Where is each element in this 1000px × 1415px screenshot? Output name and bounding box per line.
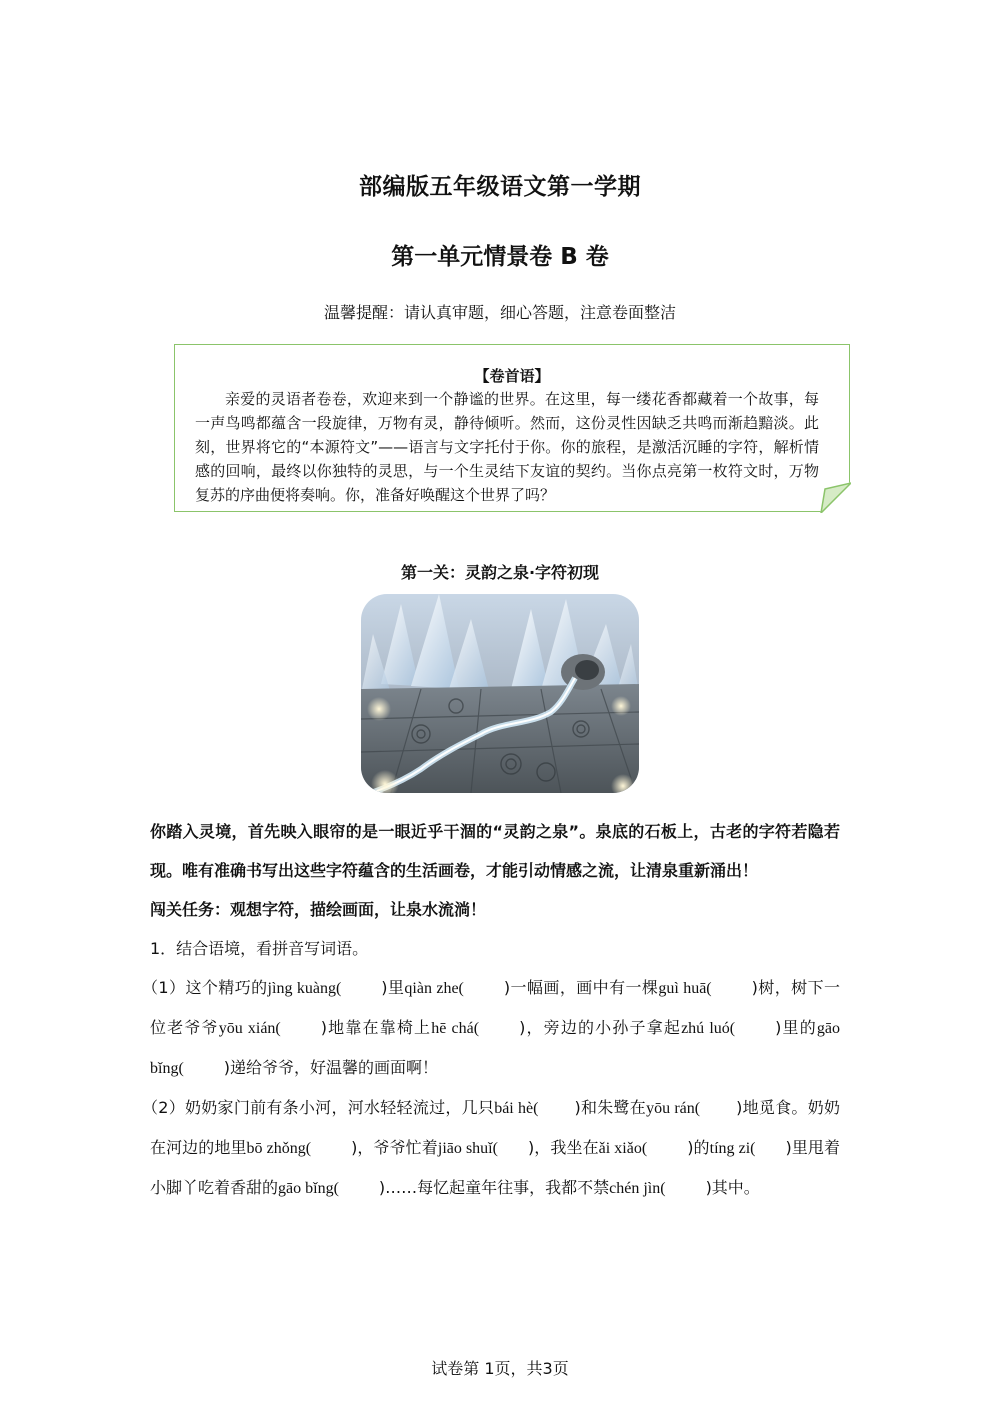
pinyin-prompt: guì huā( bbox=[658, 980, 712, 997]
pinyin-prompt: bái hè( bbox=[494, 1100, 539, 1117]
text-segment: )的 bbox=[687, 1138, 710, 1157]
pinyin-prompt: hē chá( bbox=[431, 1020, 480, 1037]
preface-title: 【卷首语】 bbox=[474, 367, 550, 385]
text-segment: )里甩着小脚丫吃着香甜的 bbox=[150, 1138, 840, 1197]
text-segment: )地觅食。奶奶在河边的地里 bbox=[150, 1098, 840, 1157]
text-segment: )递给爷爷，好温馨的画面啊！ bbox=[223, 1058, 439, 1077]
page-title: 部编版五年级语文第一学期 bbox=[359, 174, 641, 200]
question-content bbox=[142, 812, 841, 1208]
pinyin-prompt: chén jìn( bbox=[609, 1180, 666, 1197]
pinyin-prompt: yōu xián( bbox=[218, 1020, 281, 1037]
text-segment: )树，树下一位老爷爷 bbox=[150, 978, 840, 1037]
pinyin-prompt: ǎi xiǎo( bbox=[598, 1140, 648, 1157]
text-segment: )其中。 bbox=[705, 1178, 760, 1197]
pinyin-prompt: tíng zi( bbox=[709, 1140, 756, 1157]
stage-task: 闯关任务：观想字符，描绘画面，让泉水流淌！ bbox=[150, 900, 487, 919]
text-segment: )……每忆起童年往事，我都不禁 bbox=[378, 1178, 610, 1197]
pinyin-prompt: gāo bǐng( bbox=[150, 1020, 841, 1077]
stage-title: 第一关：灵韵之泉·字符初现 bbox=[400, 563, 600, 582]
page-subtitle: 第一单元情景卷 B 卷 bbox=[391, 244, 609, 270]
pinyin-prompt: qiàn zhe( bbox=[404, 980, 464, 997]
page-footer: 试卷第 1页，共3页 bbox=[431, 1359, 569, 1378]
preface-text: 亲爱的灵语者卷卷，欢迎来到一个静谧的世界。在这里，每一缕花香都藏着一个故事，每一声鸟鸣都蕴含一段旋律，万物有灵，静待倾听。然而，这份灵性因缺乏共鸣而渐趋黯淡。此刻，世界将它的“本源符文”——语言与文字托付于你。你的旅程，是激活沉睡的字符，解析情感的回响，最终以你独特的灵思，与一个生灵结下友谊的契约。当你点亮第一枚符文时，万物复苏的序曲便将奏响。你，准备好唤醒这个世界了吗？ bbox=[195, 390, 819, 504]
text-segment: )一幅画，画中有一棵 bbox=[503, 978, 659, 997]
text-segment: )，爷爷忙着 bbox=[351, 1138, 438, 1157]
question-1-part-1 bbox=[142, 968, 841, 1088]
text-segment: （1）这个精巧的 bbox=[142, 978, 268, 997]
preface-box bbox=[174, 344, 850, 512]
text-segment: )里的 bbox=[775, 1018, 817, 1037]
pinyin-prompt: zhú luó( bbox=[681, 1020, 736, 1037]
text-segment: （2）奶奶家门前有条小河，河水轻轻流过，几只 bbox=[142, 1098, 495, 1117]
text-segment: )，旁边的小孙子拿起 bbox=[519, 1018, 682, 1037]
pinyin-prompt: jiāo shuǐ( bbox=[437, 1140, 498, 1157]
pinyin-prompt: gāo bǐng( bbox=[278, 1180, 339, 1197]
crystal-spring-image bbox=[361, 594, 639, 793]
reminder-text: 温馨提醒：请认真审题，细心答题，注意卷面整洁 bbox=[323, 303, 676, 322]
pinyin-prompt: bō zhǒng( bbox=[246, 1140, 312, 1157]
pinyin-prompt: yōu rán( bbox=[646, 1100, 701, 1117]
folded-corner-icon bbox=[819, 481, 851, 513]
text-segment: )，我坐在 bbox=[527, 1138, 599, 1157]
text-segment: )地靠在靠椅上 bbox=[320, 1018, 432, 1037]
text-segment: )里 bbox=[381, 978, 405, 997]
text-segment: )和朱鹭在 bbox=[574, 1098, 647, 1117]
pinyin-prompt: jìng kuàng( bbox=[267, 980, 342, 997]
stage-intro: 你踏入灵境，首先映入眼帘的是一眼近乎干涸的“灵韵之泉”。泉底的石板上，古老的字符若隐若现。唯有准确书写出这些字符蕴含的生活画卷，才能引动情感之流，让清泉重新涌出！ bbox=[150, 822, 840, 880]
question-1-stem: 1．结合语境，看拼音写词语。 bbox=[150, 939, 369, 958]
question-1-part-2 bbox=[142, 1088, 840, 1208]
